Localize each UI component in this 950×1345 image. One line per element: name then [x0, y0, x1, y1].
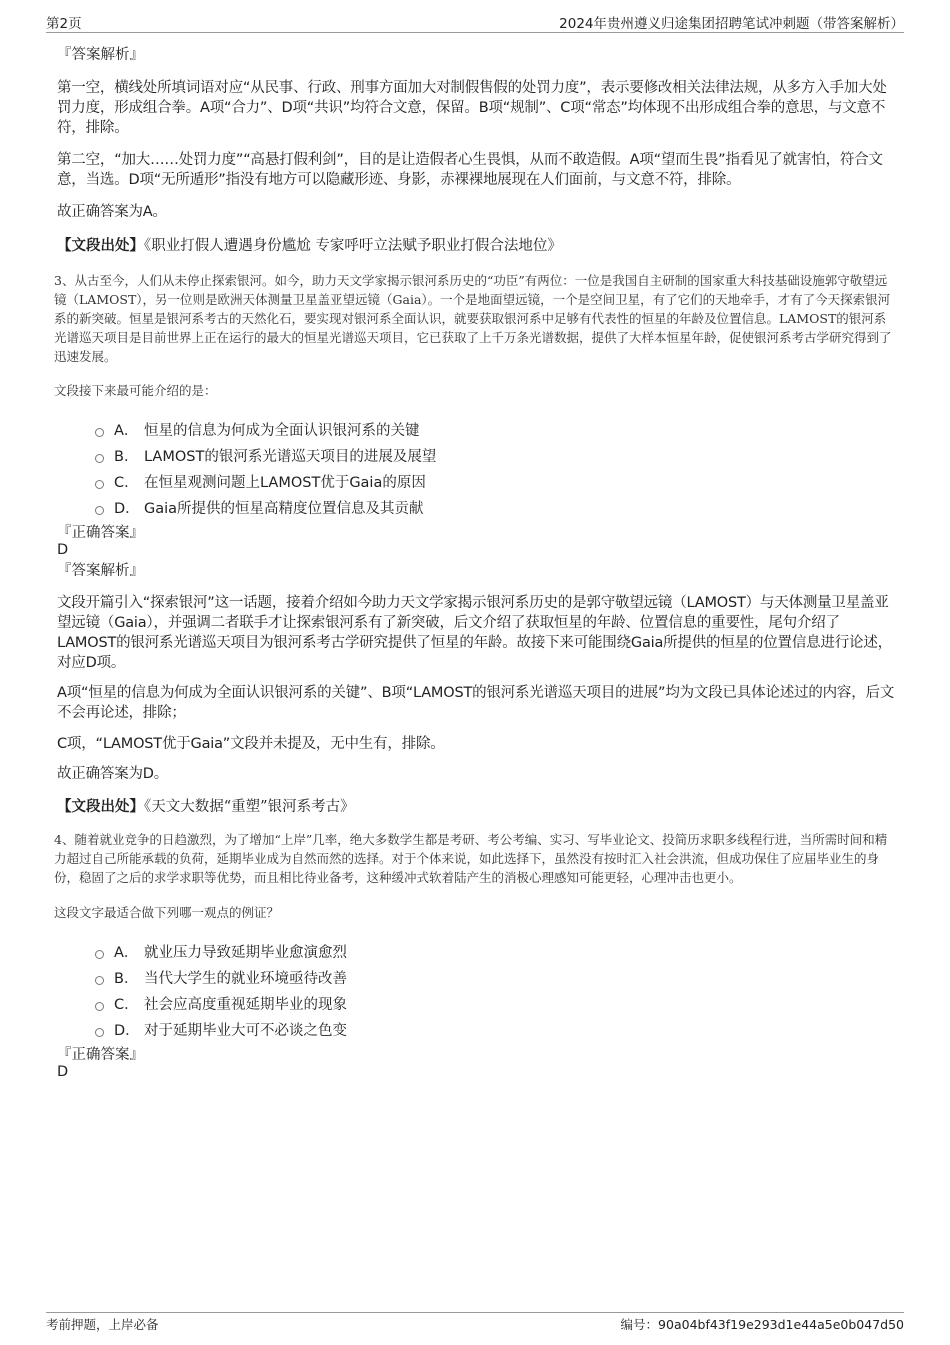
- analysis-label: 『答案解析』: [57, 563, 144, 579]
- page-content: [54, 46, 895, 1080]
- analysis-paragraph: A项“恒星的信息为何成为全面认识银河系的关键”、B项“LAMOST的银河系光谱巡天项目的进展”均为文段已具体论述过的内容，后文不会再论述，排除；: [57, 685, 895, 721]
- option-d[interactable]: D． 对于延期毕业大可不必谈之色变: [57, 1016, 895, 1042]
- radio-icon[interactable]: [95, 1002, 104, 1011]
- option-b[interactable]: B． 当代大学生的就业环境亟待改善: [57, 964, 895, 990]
- analysis-paragraph: C项，“LAMOST优于Gaia”文段并未提及，无中生有，排除。: [57, 736, 445, 752]
- footer-slogan: 考前押题，上岸必备: [46, 1317, 159, 1332]
- document-code: 编号：90a04bf43f19e293d1e44a5e0b047d50: [620, 1317, 904, 1332]
- analysis-paragraph: 第一空，横线处所填词语对应“从民事、行政、刑事方面加大对制假售假的处罚力度”，表示要修改相关法律法规，从多方入手加大处罚力度，形成组合拳。A项“合力”、D项“共识”均符合文意，保留。B项“规制”、C项“常态”均体现不出形成组合拳的意思，与文意不符，排除。: [57, 80, 887, 136]
- source-text: 《天文大数据“重塑”银河系考古》: [144, 799, 355, 815]
- source-text: 《职业打假人遭遇身份尴尬 专家呼吁立法赋予职业打假合法地位》: [144, 238, 562, 254]
- option-a[interactable]: A． 就业压力导致延期毕业愈演愈烈: [57, 938, 895, 964]
- answer-label: 『正确答案』: [57, 1047, 144, 1063]
- answer-label: 『正确答案』: [57, 525, 144, 541]
- analysis-paragraph: 第二空，“加大……处罚力度”“高悬打假利剑”，目的是让造假者心生畏惧，从而不敢造假。A项“望而生畏”指看见了就害怕，符合文意，当选。D项“无所遁形”指没有地方可以隐藏形迹、身影，赤裸裸地展现在人们面前，与文意不符，排除。: [57, 152, 883, 188]
- answer-value: D: [57, 542, 69, 558]
- source-line: [57, 798, 895, 816]
- option-c[interactable]: C． 在恒星观测问题上LAMOST优于Gaia的原因: [57, 468, 895, 494]
- source-line: [57, 237, 895, 255]
- radio-icon[interactable]: [95, 428, 104, 437]
- question-prompt: 这段文字最适合做下列哪一观点的例证？: [54, 905, 280, 920]
- radio-icon[interactable]: [95, 950, 104, 959]
- radio-icon[interactable]: [95, 1028, 104, 1037]
- question-prompt: 文段接下来最可能介绍的是：: [54, 383, 217, 398]
- page-footer: [46, 1312, 904, 1335]
- radio-icon[interactable]: [95, 976, 104, 985]
- analysis-paragraph: 文段开篇引入“探索银河”这一话题，接着介绍如今助力天文学家揭示银河系历史的是郭守敬望远镜（LAMOST）与天体测量卫星盖亚望远镜（Gaia），并强调二者联手才让探索银河系有了新突破，后文介绍了获取恒星的年龄、位置信息的重要性，尾句介绍了LAMOST的银河系光谱巡天项目为银河系考古学研究提供了恒星的年龄。故接下来可能围绕Gaia所提供的恒星的位置信息进行论述，对应D项。: [57, 595, 892, 671]
- question-text: 3、从古至今，人们从未停止探索银河。如今，助力天文学家揭示银河系历史的“功臣”有两位：一位是我国自主研制的国家重大科技基础设施郭守敬望远镜（LAMOST），另一位则是欧洲天体测量卫星盖亚望远镜（Gaia）。一个是地面望远镜，一个是空间卫星，有了它们的天地牵手，才有了今天探索银河系的新突破。恒星是银河系考古的天然化石，要实现对银河系全面认识，就要获取银河系中足够有代表性的恒星的年龄及位置信息。LAMOST的银河系光谱巡天项目是目前世界上正在运行的最大的恒星光谱巡天项目，它已获取了上千万条光谱数据，提供了大样本恒星年龄，促使银河系考古学研究得到了迅速发展。: [54, 273, 892, 364]
- option-b[interactable]: B． LAMOST的银河系光谱巡天项目的进展及展望: [57, 442, 895, 468]
- radio-icon[interactable]: [95, 506, 104, 515]
- option-list: [57, 416, 895, 520]
- source-label: 【文段出处】: [57, 798, 144, 815]
- option-a[interactable]: A． 恒星的信息为何成为全面认识银河系的关键: [57, 416, 895, 442]
- option-d[interactable]: D． Gaia所提供的恒星高精度位置信息及其贡献: [57, 494, 895, 520]
- analysis-paragraph: 故正确答案为D。: [57, 766, 169, 782]
- analysis-paragraph: 故正确答案为A。: [57, 204, 167, 220]
- analysis-label: 『答案解析』: [57, 47, 144, 63]
- page-header: [46, 12, 904, 33]
- radio-icon[interactable]: [95, 480, 104, 489]
- option-list: [57, 938, 895, 1042]
- document-title: 2024年贵州遵义归途集团招聘笔试冲刺题（带答案解析）: [559, 16, 904, 32]
- question-text: 4、随着就业竞争的日趋激烈，为了增加“上岸”几率，绝大多数学生都是考研、考公考编、实习、写毕业论文、投简历求职多线程行进，当所需时间和精力超过自己所能承载的负荷，延期毕业成为自然而然的选择。对于个体来说，如此选择下，虽然没有按时汇入社会洪流，但成功保住了应届毕业生的身份，稳固了之后的求学求职等优势，而且相比待业备考，这种缓冲式软着陆产生的消极心理感知可能更轻，心理冲击也更小。: [54, 832, 888, 885]
- option-c[interactable]: C． 社会应高度重视延期毕业的现象: [57, 990, 895, 1016]
- page-number: 第2页: [46, 16, 82, 32]
- radio-icon[interactable]: [95, 454, 104, 463]
- answer-value: D: [57, 1064, 69, 1080]
- source-label: 【文段出处】: [57, 237, 144, 254]
